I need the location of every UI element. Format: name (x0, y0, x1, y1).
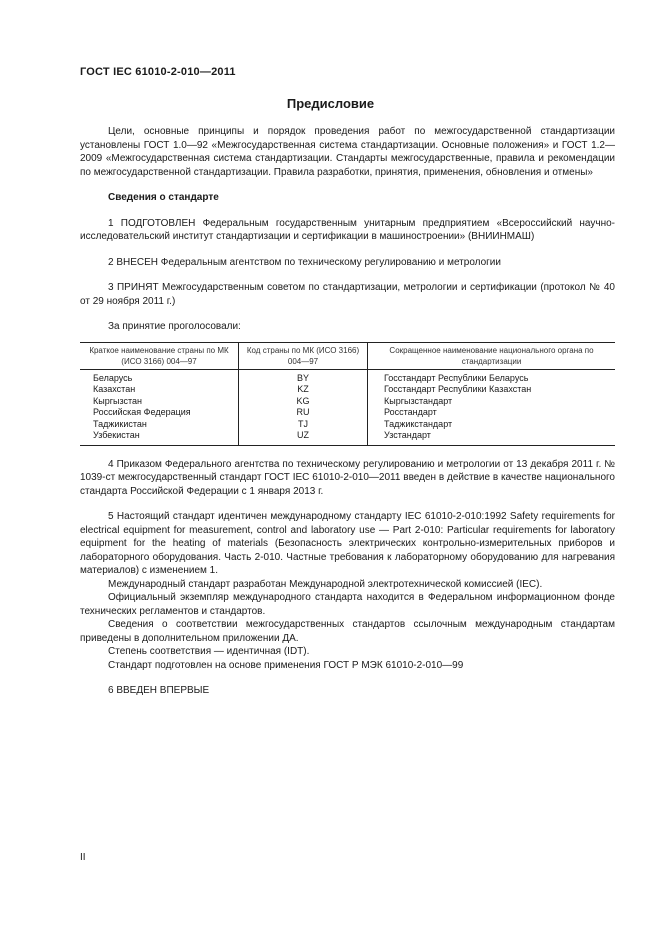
item-5-references: Сведения о соответствии межгосударственных стандартов ссылочным международным стандартам приведены в дополнительном приложении ДА. (80, 619, 615, 644)
table-row (80, 396, 615, 408)
item-3-paragraph: 3 ПРИНЯТ Межгосударственным советом по стандартизации, метрологии и сертификации (протокол № 40 от 29 ноября 2011 г.) (80, 282, 615, 307)
cell-code: RU (239, 407, 368, 419)
cell-country: Беларусь (93, 372, 133, 383)
cell-body: Росстандарт (368, 407, 616, 419)
table-row (80, 369, 615, 384)
cell-country: Узбекистан (80, 430, 239, 445)
cell-code: TJ (239, 419, 368, 431)
page-number: II (80, 852, 86, 863)
about-heading: Сведения о стандарте (108, 192, 219, 203)
item-5-official-copy: Официальный экземпляр международного стандарта находится в Федеральном информационном фонде технических регламентов и стандартов. (80, 592, 615, 617)
intro-paragraph: Цели, основные принципы и порядок проведения работ по межгосударственной стандартизации установлены ГОСТ 1.0—92 «Межгосударственная система стандартизации. Основные положения» и ГОСТ 1.2—2009 «Межгосударственная система стандартизации. Стандарты межгосударственные, правила и рекомендации по межгосударственной стандартизации. Правила разработки, принятия, применения, обновления и отмены» (80, 126, 615, 178)
table-row (80, 407, 615, 419)
cell-body: Таджикстандарт (368, 419, 616, 431)
cell-code: KZ (239, 384, 368, 396)
item-6-paragraph: 6 ВВЕДЕН ВПЕРВЫЕ (108, 685, 210, 696)
item-5-degree: Степень соответствия — идентичная (IDT). (108, 646, 310, 657)
standard-header: ГОСТ IEC 61010-2-010—2011 (80, 66, 236, 78)
cell-body: Госстандарт Республики Беларусь (368, 369, 616, 384)
voting-table (80, 342, 615, 446)
cell-code: UZ (239, 430, 368, 445)
cell-country: Казахстан (93, 384, 136, 394)
col-header-body: Сокращенное наименование национального органа по стандартизации (368, 342, 616, 369)
item-1-paragraph: 1 ПОДГОТОВЛЕН Федеральным государственным унитарным предприятием «Всероссийский научно-исследовательский институт стандартизации и сертификации в машиностроении» (ВНИИНМАШ) (80, 217, 615, 242)
voted-label: За принятие проголосовали: (108, 321, 241, 332)
cell-body: Узстандарт (368, 430, 616, 445)
cell-code: KG (239, 396, 368, 408)
item-2-paragraph: 2 ВНЕСЕН Федеральным агентством по техническому регулированию и метрологии (108, 256, 501, 268)
table-row (80, 384, 615, 396)
cell-country: Российская Федерация (93, 407, 191, 417)
col-header-country: Краткое наименование страны по МК (ИСО 3166) 004—97 (80, 342, 239, 369)
cell-body: Кыргызстандарт (368, 396, 616, 408)
item-5-paragraph: 5 Настоящий стандарт идентичен международному стандарту IEC 61010-2-010:1992 Safety requirements for electrical equipment for measurement, control and laboratory use — Part 2-010: Particular requirements for laboratory equipment for the heating of materials (Безопасность электрических контрольно-измерительных приборов и лабораторного оборудования. Часть 2-010. Частные требования к лабораторному оборудованию для нагревания материалов) с изменением 1. (80, 511, 615, 576)
table-header-row (80, 342, 615, 369)
item-5-basis: Стандарт подготовлен на основе применения ГОСТ Р МЭК 61010-2-010—99 (108, 659, 464, 671)
cell-country: Кыргызстан (93, 395, 142, 406)
cell-country: Таджикистан (93, 418, 147, 429)
item-4-paragraph: 4 Приказом Федерального агентства по техническому регулированию и метрологии от 13 декабря 2011 г. № 1039-ст межгосударственный стандарт ГОСТ IEC 61010-2-010—2011 введен в действие в качестве национального стандарта Российской Федерации с 1 января 2013 г. (80, 458, 615, 497)
item-5-iec-note: Международный стандарт разработан Международной электротехнической комиссией (IEC). (108, 578, 543, 590)
table-row (80, 430, 615, 445)
document-body (80, 125, 615, 698)
col-header-code: Код страны по МК (ИСО 3166) 004—97 (239, 342, 368, 369)
page-title: Предисловие (286, 96, 375, 111)
cell-code: BY (239, 369, 368, 384)
cell-body: Госстандарт Республики Казахстан (368, 384, 616, 396)
table-row (80, 419, 615, 431)
